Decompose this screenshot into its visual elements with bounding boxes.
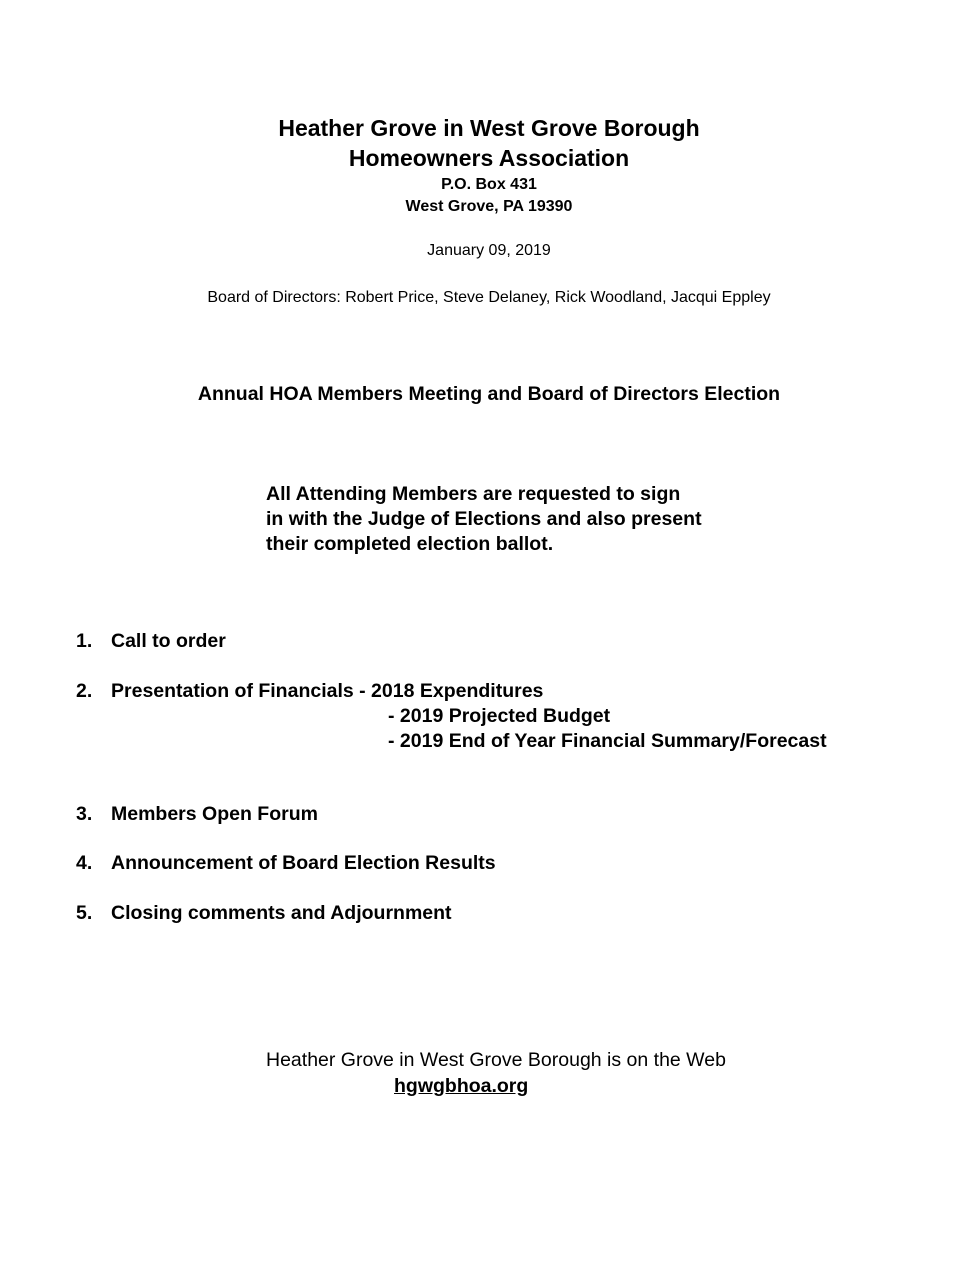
agenda-subitem: - 2019 End of Year Financial Summary/Forecast bbox=[388, 730, 827, 752]
agenda-item-number: 1. bbox=[76, 630, 93, 652]
address-line-2: West Grove, PA 19390 bbox=[405, 198, 573, 215]
agenda-item-2 bbox=[0, 679, 978, 754]
notice-line-3: their completed election ballot. bbox=[266, 533, 554, 555]
notice-line-2: in with the Judge of Elections and also present bbox=[266, 508, 702, 530]
agenda-item-text: Members Open Forum bbox=[111, 803, 318, 825]
meeting-date: January 09, 2019 bbox=[427, 242, 551, 259]
board-of-directors: Board of Directors: Robert Price, Steve Delaney, Rick Woodland, Jacqui Eppley bbox=[207, 289, 771, 306]
meeting-title: Annual HOA Members Meeting and Board of Directors Election bbox=[197, 383, 781, 405]
agenda-item-text: Presentation of Financials - 2018 Expenditures bbox=[111, 680, 544, 702]
notice-line-1: All Attending Members are requested to sign bbox=[266, 483, 681, 505]
agenda-item-text: Closing comments and Adjournment bbox=[111, 902, 452, 924]
agenda-item-number: 3. bbox=[76, 803, 93, 825]
agenda-item-number: 4. bbox=[76, 852, 93, 874]
agenda-subitem: - 2019 Projected Budget bbox=[388, 705, 611, 727]
title-line-2: Homeowners Association bbox=[348, 145, 630, 171]
agenda-item-number: 2. bbox=[76, 680, 93, 702]
title-line-1: Heather Grove in West Grove Borough bbox=[278, 115, 700, 141]
agenda-item-number: 5. bbox=[76, 902, 93, 924]
address-line-1: P.O. Box 431 bbox=[441, 176, 537, 193]
agenda-item-text: Call to order bbox=[111, 630, 226, 652]
footer-text: Heather Grove in West Grove Borough is on the Web bbox=[266, 1049, 726, 1071]
agenda-item-text: Announcement of Board Election Results bbox=[111, 852, 496, 874]
website-link[interactable]: hgwgbhoa.org bbox=[394, 1075, 529, 1097]
